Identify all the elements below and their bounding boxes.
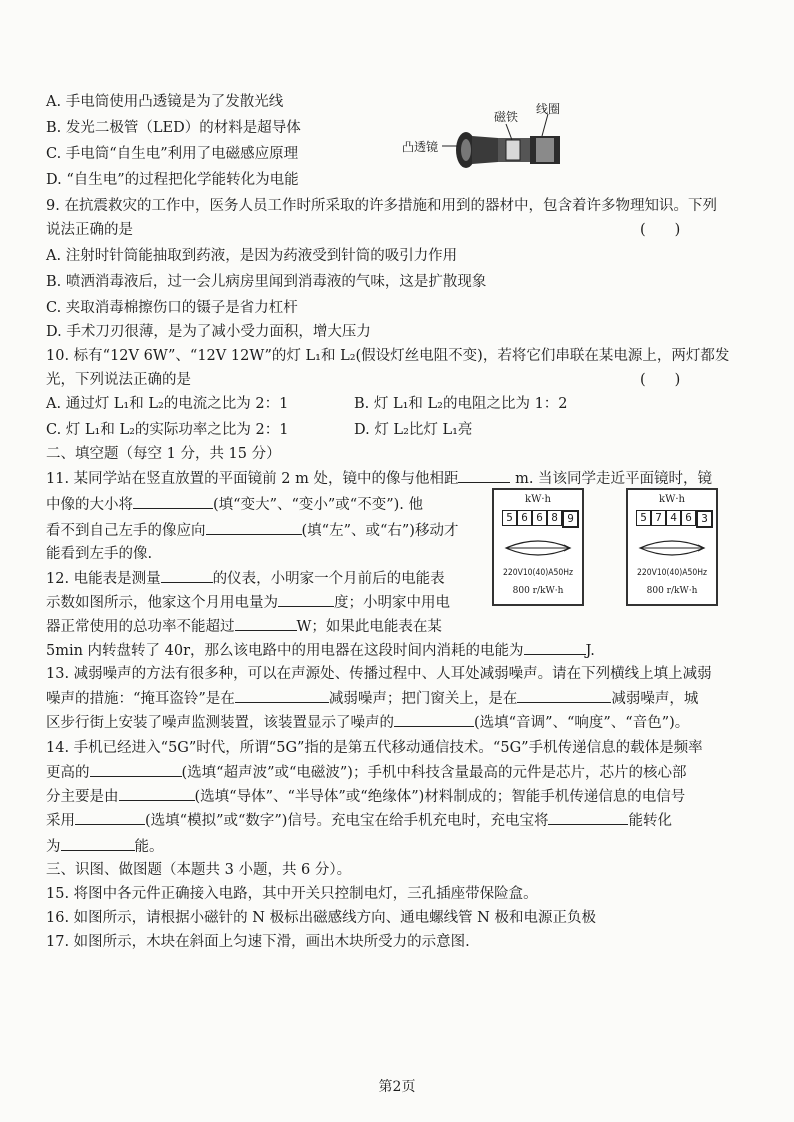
q14-line4 [46, 810, 672, 831]
q11-line1-text-2: m. 当该同学走近平面镜时，镜 [515, 471, 713, 487]
q8-option-c: C. 手电筒“自生电”利用了电磁感应原理 [46, 146, 299, 162]
q12-line3-text-2: W；如果此电能表在某 [296, 619, 442, 635]
q9-stem-line2: 说法正确的是 [46, 222, 133, 238]
q12-line4 [46, 640, 595, 661]
q14-line3 [46, 786, 685, 807]
meter-digit: 4 [666, 510, 681, 526]
q9-option-a: A. 注射时针筒能抽取到药液，是因为药液受到针筒的吸引力作用 [46, 248, 458, 264]
q12-blank-2[interactable] [278, 592, 334, 607]
meter-disc-icon [638, 536, 706, 560]
q14-line4-text-2: (选填“模拟”或“数字”)信号。充电宝在给手机充电时，充电宝将 [145, 813, 549, 829]
q9-answer-paren: ( ) [640, 222, 681, 238]
q9-stem-line1: 9. 在抗震救灾的工作中，医务人员工作时所采取的许多措施和用到的器材中，包含着许多物理知识。下列 [46, 198, 717, 214]
meter-spec: 220V10(40)A50Hz [503, 568, 573, 578]
q14-blank-5[interactable] [61, 836, 135, 851]
q11-blank-2[interactable] [133, 494, 213, 509]
meter-rev: 800 r/kW·h [512, 586, 564, 596]
meter-unit: kW·h [525, 494, 551, 505]
q14-blank-4[interactable] [548, 810, 628, 825]
q14-blank-1[interactable] [90, 762, 182, 777]
q14-line3-text-2: (选填“导体”、“半导体”或“绝缘体”)材料制成的；智能手机传递信息的电信号 [194, 789, 686, 805]
q8-option-b: B. 发光二极管（LED）的材料是超导体 [46, 120, 301, 136]
q11-line2-text-2: (填“变大”、“变小”或“不变”). 他 [213, 497, 424, 513]
q11-blank-3[interactable] [206, 520, 302, 535]
q12-blank-3[interactable] [235, 616, 297, 631]
q14-line2-text-2: (选填“超声波”或“电磁波”)；手机中科技含量最高的元件是芯片，芯片的核心部 [181, 765, 687, 781]
q14-line2-text: 更高的 [46, 765, 90, 781]
meter-digit: 5 [636, 510, 651, 526]
q14-line1: 14. 手机已经进入“5G”时代，所谓“5G”指的是第五代移动通信技术。“5G”手机传递信息的载体是频率 [46, 740, 703, 756]
q10-option-b: B. 灯 L₁和 L₂的电阻之比为 1：2 [354, 396, 568, 412]
q13-blank-3[interactable] [394, 712, 474, 727]
q9-option-d: D. 手术刀刃很薄，是为了减小受力面积，增大压力 [46, 324, 371, 340]
q14-line5-text-2: 能。 [134, 839, 164, 855]
q10-option-c: C. 灯 L₁和 L₂的实际功率之比为 2：1 [46, 422, 289, 438]
q11-line3-text-2: (填“左”、或“右”)移动才 [301, 523, 459, 539]
q12-line2-text: 示数如图所示，他家这个月用电量为 [46, 595, 278, 611]
q13-line3 [46, 712, 689, 733]
q12-line3-text: 器正常使用的总功率不能超过 [46, 619, 235, 635]
meter-digit: 8 [547, 510, 562, 526]
q10-option-d: D. 灯 L₂比灯 L₁亮 [354, 422, 473, 438]
meter-digits [502, 510, 579, 528]
meter-disc-icon [504, 536, 572, 560]
q9-option-b: B. 喷洒消毒液后，过一会儿病房里闻到消毒液的气味，这是扩散现象 [46, 274, 487, 290]
q14-blank-3[interactable] [75, 810, 145, 825]
q10-stem-line1: 10. 标有“12V 6W”、“12V 12W”的灯 L₁和 L₂(假设灯丝电阻不变)，若将它们串联在某电源上，两灯都发 [46, 348, 730, 364]
q13-line2-text-2: 减弱噪声；把门窗关上，是在 [328, 691, 518, 707]
q16-text: 16. 如图所示，请根据小磁针的 N 极标出磁感线方向、通电螺线管 N 极和电源正负极 [46, 910, 596, 926]
q10-option-a: A. 通过灯 L₁和 L₂的电流之比为 2：1 [46, 396, 289, 412]
q12-line1 [46, 568, 445, 589]
q11-line1-text: 11. 某同学站在竖直放置的平面镜前 2 m 处，镜中的像与他相距 [46, 471, 459, 487]
section-2-title: 二、填空题（每空 1 分，共 15 分） [46, 446, 281, 462]
meter-spec: 220V10(40)A50Hz [637, 568, 707, 578]
q14-line4-text-3: 能转化 [628, 813, 672, 829]
section-3-title: 三、识图、做图题（本题共 3 小题，共 6 分）。 [46, 862, 352, 878]
q12-line3 [46, 616, 442, 637]
meter-digit: 6 [681, 510, 696, 526]
meter-digits [636, 510, 713, 528]
meter-digit: 6 [517, 510, 532, 526]
q11-line2 [46, 494, 423, 515]
meter-unit: kW·h [659, 494, 685, 505]
meter-rev: 800 r/kW·h [646, 586, 698, 596]
q14-line4-text: 采用 [46, 813, 75, 829]
q13-line2-text: 噪声的措施：“掩耳盗铃”是在 [46, 691, 235, 707]
meter-digit: 7 [651, 510, 666, 526]
page-number: 第2页 [378, 1079, 416, 1095]
q12-line2-text-2: 度；小明家中用电 [334, 595, 450, 611]
meter-digit-decimal: 3 [696, 510, 713, 528]
q13-blank-2[interactable] [517, 688, 611, 703]
magnet-label: 磁铁 [494, 110, 519, 124]
q12-line2 [46, 592, 450, 613]
q12-line1-text-2: 的仪表，小明家一个月前后的电能表 [212, 571, 445, 587]
q12-line4-text-2: J. [585, 643, 595, 659]
q14-line5 [46, 836, 164, 857]
q14-line5-text: 为 [46, 839, 61, 855]
q17-text: 17. 如图所示，木块在斜面上匀速下滑，画出木块所受力的示意图. [46, 934, 470, 950]
q12-line4-text: 5min 内转盘转了 40r，那么该电路中的用电器在这段时间内消耗的电能为 [46, 643, 524, 659]
q13-line3-text: 区步行街上安装了噪声监测装置，该装置显示了噪声的 [46, 715, 394, 731]
meter-digit-decimal: 9 [562, 510, 579, 528]
q14-line3-text: 分主要是由 [46, 789, 119, 805]
q10-answer-paren: ( ) [640, 372, 681, 388]
q11-line3-text: 看不到自己左手的像应向 [46, 523, 206, 539]
q8-option-a: A. 手电筒使用凸透镜是为了发散光线 [46, 94, 284, 110]
lens-label: 凸透镜 [402, 140, 439, 154]
q12-line1-text: 12. 电能表是测量 [46, 571, 161, 587]
q10-stem-line2: 光，下列说法正确的是 [46, 372, 191, 388]
q13-line3-text-2: (选填“音调”、“响度”、“音色”)。 [474, 715, 690, 731]
q11-line3 [46, 520, 458, 541]
q9-option-c: C. 夹取消毒棉擦伤口的镊子是省力杠杆 [46, 300, 298, 316]
coil-label: 线圈 [536, 102, 561, 116]
flashlight-figure [402, 96, 592, 176]
electric-meter-before [492, 488, 584, 606]
q11-line2-text: 中像的大小将 [46, 497, 133, 513]
q14-blank-2[interactable] [119, 786, 195, 801]
q13-line2 [46, 688, 698, 709]
q11-blank-1[interactable] [458, 468, 510, 483]
meter-digit: 6 [532, 510, 547, 526]
q15-text: 15. 将图中各元件正确接入电路，其中开关只控制电灯，三孔插座带保险盒。 [46, 886, 538, 902]
q12-blank-4[interactable] [524, 640, 586, 655]
q13-blank-1[interactable] [235, 688, 329, 703]
q13-line2-text-3: 减弱噪声，城 [611, 691, 699, 707]
q14-line2 [46, 762, 686, 783]
electric-meter-after [626, 488, 718, 606]
q11-line4: 能看到左手的像. [46, 546, 153, 562]
q11-line1 [46, 468, 712, 489]
q12-blank-1[interactable] [161, 568, 213, 583]
q13-line1: 13. 减弱噪声的方法有很多种，可以在声源处、传播过程中、人耳处减弱噪声。请在下列横线上填上减弱 [46, 666, 712, 682]
meter-digit: 5 [502, 510, 517, 526]
q8-option-d: D. “自生电”的过程把化学能转化为电能 [46, 172, 299, 188]
